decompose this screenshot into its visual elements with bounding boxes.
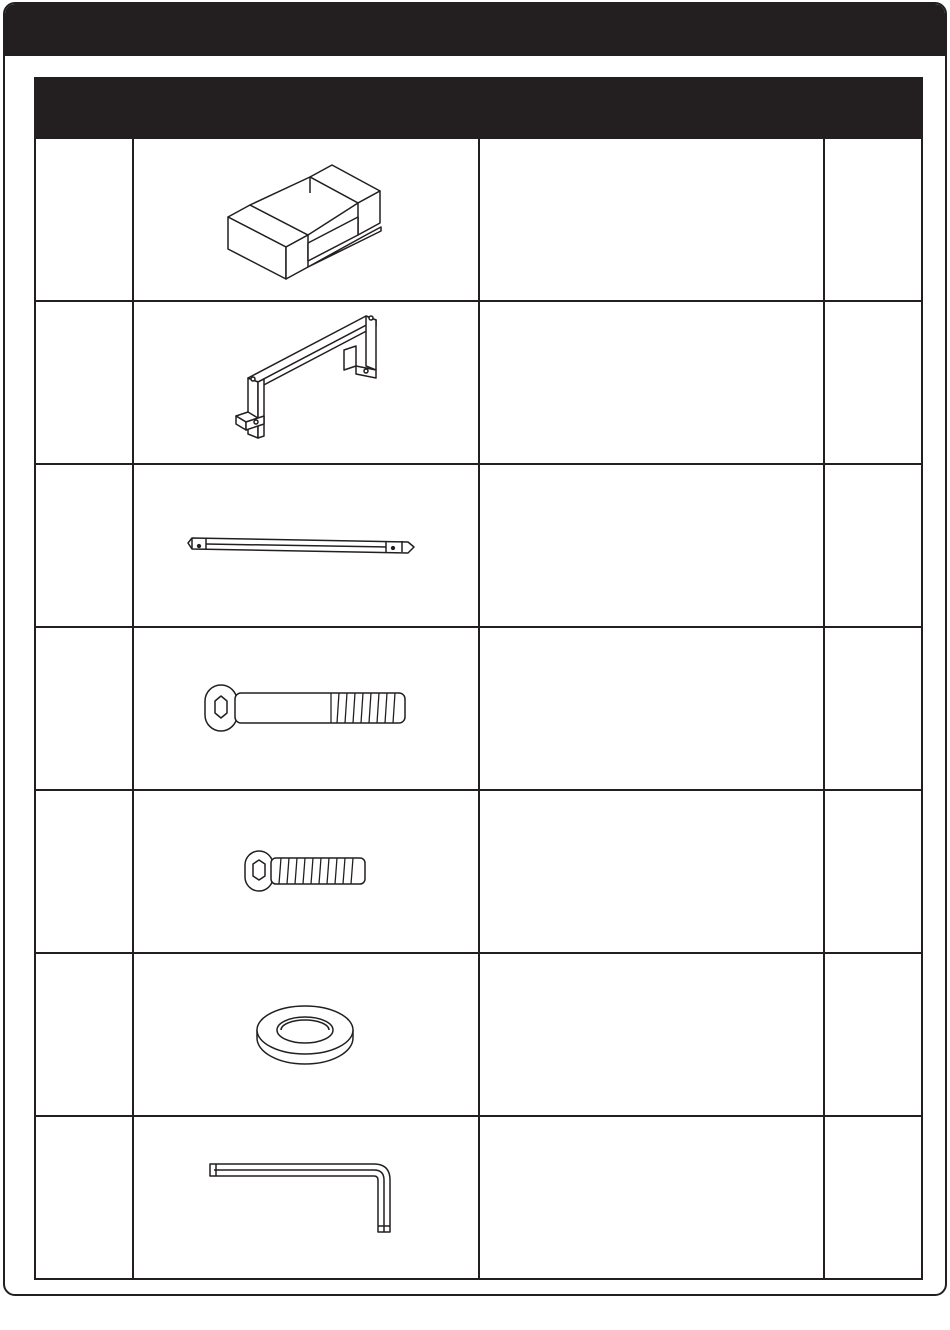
illustration-cell <box>133 464 479 627</box>
header-quantity <box>824 78 922 138</box>
table-row <box>35 301 922 464</box>
table-row <box>35 1116 922 1279</box>
part-number-cell <box>35 953 133 1116</box>
quantity-cell <box>824 301 922 464</box>
long-hex-bolt-icon <box>201 679 411 739</box>
illustration-cell <box>133 627 479 790</box>
header-band <box>5 4 945 56</box>
part-number-cell <box>35 1116 133 1279</box>
illustration-cell <box>133 790 479 953</box>
part-number-cell <box>35 790 133 953</box>
illustration-cell <box>133 138 479 301</box>
illustration-cell <box>133 1116 479 1279</box>
part-number-cell <box>35 138 133 301</box>
part-number-cell <box>35 627 133 790</box>
illustration-cell <box>133 953 479 1116</box>
flat-washer-icon <box>251 1000 361 1070</box>
header-description <box>479 78 824 138</box>
part-number-cell <box>35 464 133 627</box>
u-frame-icon <box>226 308 386 458</box>
quantity-cell <box>824 953 922 1116</box>
quantity-cell <box>824 138 922 301</box>
table-row <box>35 953 922 1116</box>
header-part <box>35 78 133 138</box>
quantity-cell <box>824 790 922 953</box>
table-row <box>35 627 922 790</box>
description-cell <box>479 464 824 627</box>
bracket-block-icon <box>216 155 396 285</box>
part-number-cell <box>35 301 133 464</box>
quantity-cell <box>824 464 922 627</box>
description-cell <box>479 953 824 1116</box>
description-cell <box>479 138 824 301</box>
description-cell <box>479 1116 824 1279</box>
allen-key-icon <box>206 1158 406 1238</box>
description-cell <box>479 790 824 953</box>
table-row <box>35 138 922 301</box>
header-illustration <box>133 78 479 138</box>
quantity-cell <box>824 627 922 790</box>
table-row <box>35 790 922 953</box>
description-cell <box>479 301 824 464</box>
square-rod-icon <box>186 526 426 566</box>
illustration-cell <box>133 301 479 464</box>
quantity-cell <box>824 1116 922 1279</box>
description-cell <box>479 627 824 790</box>
table-header-row <box>35 78 922 138</box>
short-hex-bolt-icon <box>241 847 371 897</box>
parts-table <box>34 77 923 1280</box>
table-row <box>35 464 922 627</box>
